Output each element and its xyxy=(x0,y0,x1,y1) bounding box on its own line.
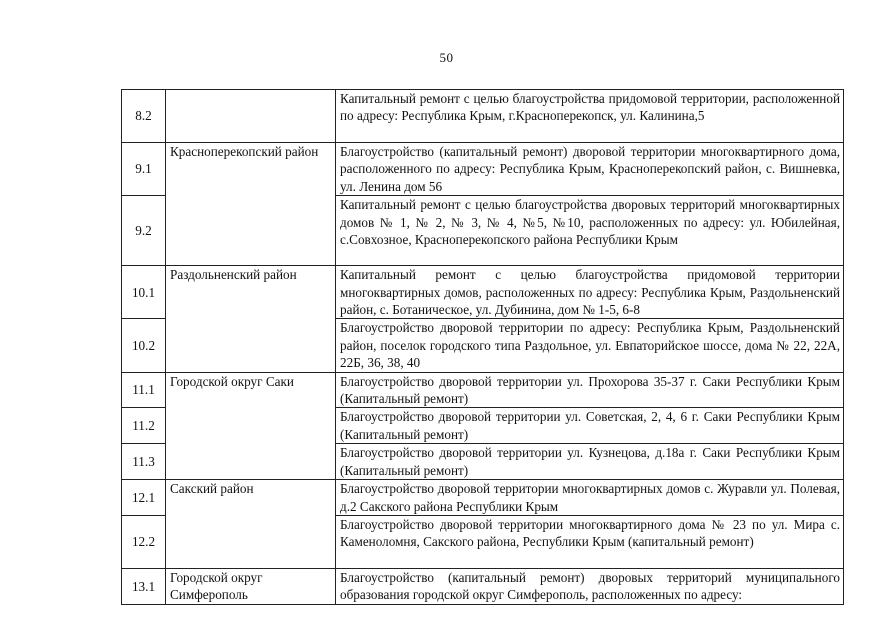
row-number: 11.3 xyxy=(122,444,166,480)
row-number: 11.2 xyxy=(122,408,166,444)
table-row xyxy=(122,372,844,408)
page-number: 50 xyxy=(439,50,454,65)
description-cell: Благоустройство дворовой территории многоквартирного дома № 23 по ул. Мира с. Каменоломня, Сакского района, Республики Крым (капитальный ремонт) xyxy=(336,515,844,568)
region-cell xyxy=(166,568,336,604)
row-number: 10.1 xyxy=(122,266,166,319)
region-cell-text: Городской округ Симферополь xyxy=(170,569,263,603)
table-row xyxy=(122,568,844,604)
description-cell: Благоустройство дворовой территории многоквартирных домов с. Журавли ул. Полевая, д.2 Сакского района Республики Крым xyxy=(336,480,844,516)
region-cell: Сакский район xyxy=(166,480,336,569)
description-cell: Благоустройство дворовой территории ул. Кузнецова, д.18а г. Саки Республики Крым (Капитальный ремонт) xyxy=(336,444,844,480)
description-cell: Капитальный ремонт с целью благоустройства дворовых территорий многоквартирных домов № 1, № 2, № 3, № 4, №5, №10, расположенных по адресу: ул. Юбилейная, с.Совхозное, Красноперекопского района Республики Крым xyxy=(336,196,844,266)
description-cell xyxy=(336,568,844,604)
description-cell: Капитальный ремонт с целью благоустройства придомовой территории многоквартирных домов, расположенных по адресу: Республика Крым, Раздольненский район, с. Ботаническое, ул. Дубинина, дом № 1-5, 6-8 xyxy=(336,266,844,319)
table-row xyxy=(122,480,844,516)
row-number: 13.1 xyxy=(122,568,166,604)
description-cell: Благоустройство (капитальный ремонт) дворовой территории многоквартирного дома, расположенного по адресу: Республика Крым, Красноперекопский район, с. Вишневка, ул. Ленина дом 56 xyxy=(336,143,844,196)
row-number: 9.2 xyxy=(122,196,166,266)
region-cell xyxy=(166,90,336,143)
region-cell: Городской округ Саки xyxy=(166,372,336,479)
row-number: 11.1 xyxy=(122,372,166,408)
program-table xyxy=(121,89,844,605)
region-cell: Красноперекопский район xyxy=(166,143,336,266)
table-row xyxy=(122,266,844,319)
row-number: 12.1 xyxy=(122,480,166,516)
description-cell: Благоустройство дворовой территории по адресу: Республика Крым, Раздольненский район, поселок городского типа Раздольное, ул. Евпаторийское шоссе, дома № 22, 22А, 22Б, 36, 38, 40 xyxy=(336,319,844,372)
row-number: 12.2 xyxy=(122,515,166,568)
description-cell: Благоустройство дворовой территории ул. Прохорова 35-37 г. Саки Республики Крым (Капитальный ремонт) xyxy=(336,372,844,408)
description-cell-text: Благоустройство (капитальный ремонт) дворовых территорий муниципального образования городской округ Симферополь, расположенных по адресу: xyxy=(340,569,840,603)
row-number: 10.2 xyxy=(122,319,166,372)
table-row xyxy=(122,90,844,143)
row-number: 8.2 xyxy=(122,90,166,143)
region-cell: Раздольненский район xyxy=(166,266,336,372)
description-cell: Капитальный ремонт с целью благоустройства придомовой территории, расположенной по адресу: Республика Крым, г.Красноперекопск, ул. Калинина,5 xyxy=(336,90,844,143)
row-number: 9.1 xyxy=(122,143,166,196)
table-row xyxy=(122,143,844,196)
description-cell: Благоустройство дворовой территории ул. Советская, 2, 4, 6 г. Саки Республики Крым (Капитальный ремонт) xyxy=(336,408,844,444)
